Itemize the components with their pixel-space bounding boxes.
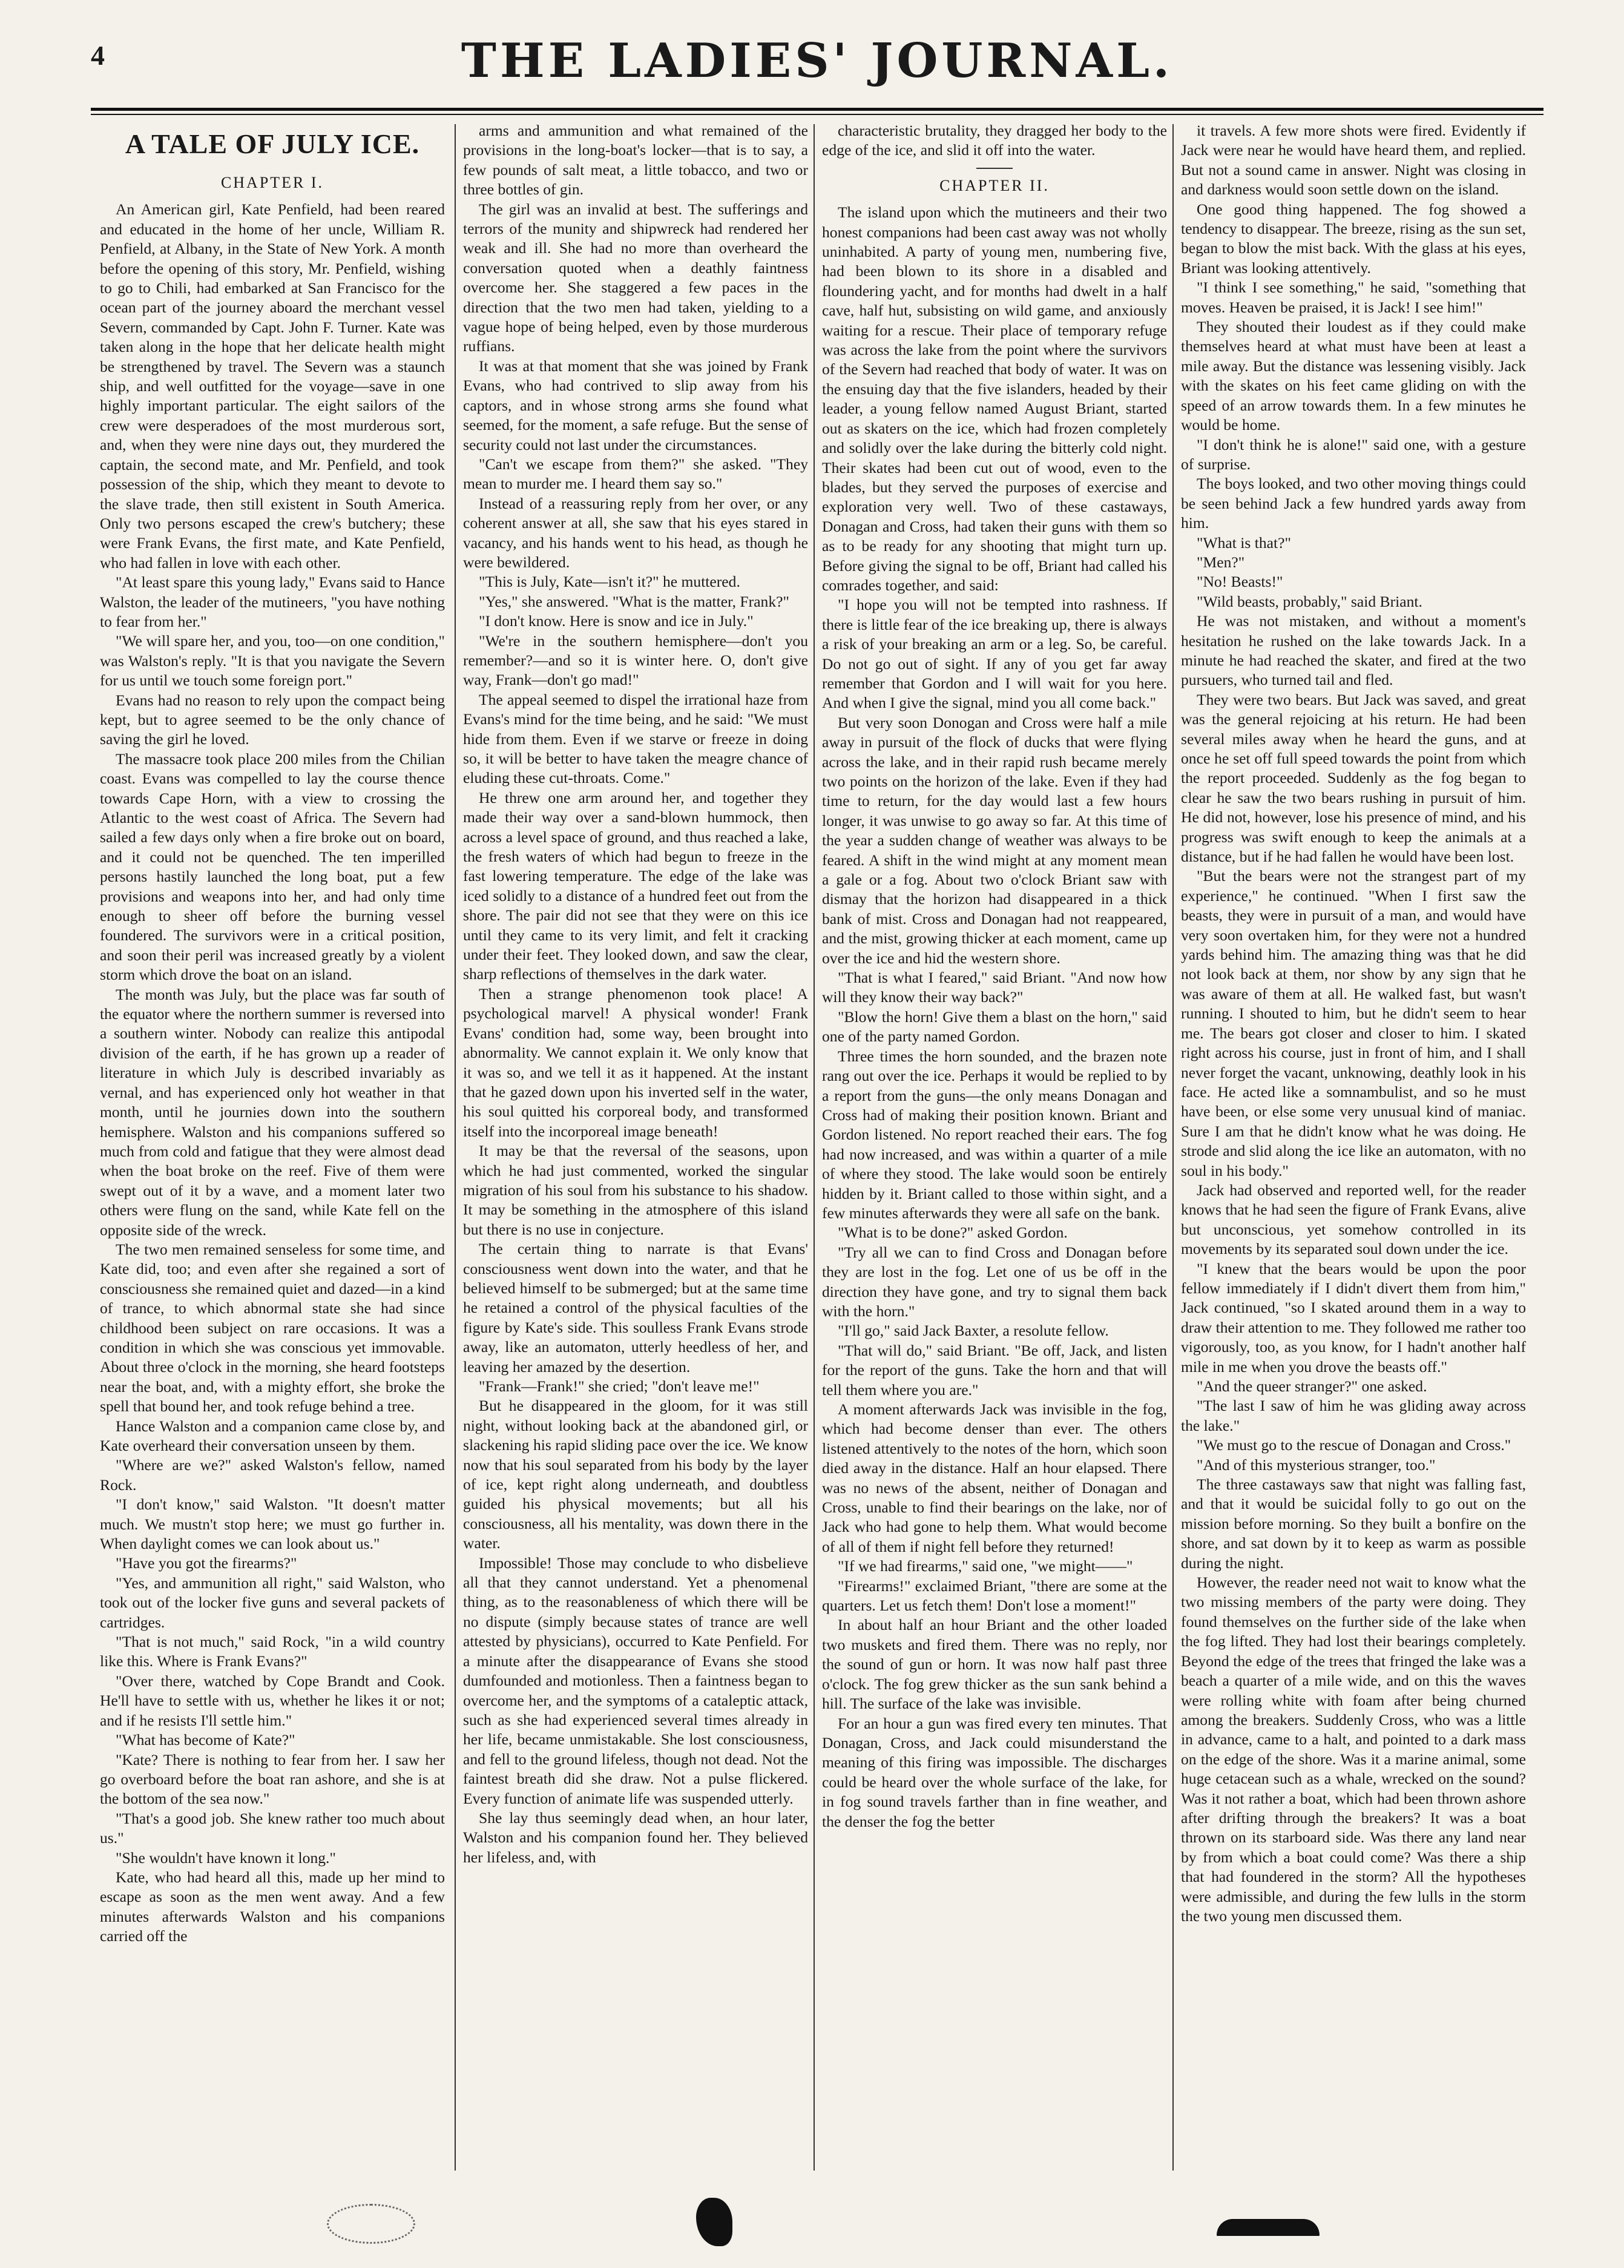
paragraph: "This is July, Kate—isn't it?" he muttered.	[479, 573, 740, 591]
ink-blot	[696, 2198, 732, 2246]
paragraph: "I'll go," said Jack Baxter, a resolute fellow.	[838, 1322, 1109, 1340]
paragraph: "Where are we?" asked Walston's fellow, named Rock.	[100, 1456, 445, 1494]
paragraph: "What has become of Kate?"	[116, 1731, 295, 1749]
paragraph: One good thing happened. The fog showed a tendency to disappear. The breeze, rising as the sun set, began to blow the mist back. With the glass at his eyes, Briant was looking attentively.	[1181, 200, 1526, 277]
column-body	[822, 203, 1167, 1831]
paragraph: "And of this mysterious stranger, too."	[1197, 1455, 1436, 1474]
column-body	[463, 121, 808, 1867]
paragraph: arms and ammunition and what remained of the provisions in the long-boat's locker—that is to say, a few pounds of salt meat, a little tobacco, and two or three bottles of gin.	[463, 122, 808, 199]
paragraph: The certain thing to narrate is that Evans' consciousness went down into the water, and that he believed himself to be submerged; but at the same time he retained a control of the physical faculties of the figure by Kate's side. This soulless Frank Evans strode away, like an automaton, utterly heedless of her, and leaving her amazed by the desertion.	[463, 1240, 808, 1376]
column-body	[100, 200, 445, 1946]
paragraph: Jack had observed and reported well, for the reader knows that he had seen the figure of Frank Evans, alive but unconscious, yet somehow controlled in its movements by its separated soul down under the ice.	[1181, 1181, 1526, 1258]
paragraph: "What is that?"	[1197, 533, 1291, 552]
paragraph: "What is to be done?" asked Gordon.	[838, 1224, 1068, 1242]
paragraph: Kate, who had heard all this, made up her mind to escape as soon as the men went away. And a few minutes afterwards Walston and his companions carried off the	[100, 1868, 445, 1945]
paragraph: "I hope you will not be tempted into rashness. If there is little fear of the ice breaking up, there is always a risk of your breaking an arm or a leg. So, be careful. Do not go out of sight. If any of you get far away remember that Gordon and I will wait for you here. And when I give the signal, mind you all come back."	[822, 596, 1167, 712]
paragraph: The three castaways saw that night was falling fast, and that it would be suicidal folly to go out on the mission before morning. So they built a bonfire on the shore, and sat down by it to keep as warm as possible during the night.	[1181, 1475, 1526, 1572]
paragraph: "The last I saw of him he was gliding away across the lake."	[1181, 1397, 1526, 1434]
column-4	[1181, 121, 1526, 2174]
paragraph: "That's a good job. She knew rather too much about us."	[100, 1809, 445, 1847]
paragraph: "Over there, watched by Cope Brandt and Cook. He'll have to settle with us, whether he likes it or not; and if he resists I'll settle him."	[100, 1672, 445, 1729]
paragraph: However, the reader need not wait to know what the two missing members of the party were doing. They found themselves on the further side of the lake when the fog lifted. They had lost their bearings completely. Beyond the edge of the trees that fringed the lake was a beach a quarter of a mile wide, and on this the waves were rolling white with foam after being churned among the breakers. Suddenly Cross, who was a little in advance, came to a halt, and pointed to a dark mass on the edge of the shore. Was it a marine animal, some huge cetacean such as a whale, wrecked on the sound? Was it not rather a boat, which had been thrown ashore after drifting through the breakers? It was a boat thrown on its starboard side. Was there any land near by from which a boat could come? Was there a ship that had foundered in the storm? All the hypotheses were admissible, and during the few lulls in the storm the two young men discussed them.	[1181, 1574, 1526, 1925]
paragraph: The boys looked, and two other moving things could be seen behind Jack a few hundred yards away from him.	[1181, 475, 1526, 532]
paragraph: The massacre took place 200 miles from the Chilian coast. Evans was compelled to lay the course thence towards Cape Horn, with a view to crossing the Atlantic to the west coast of Africa. The Severn had sailed a few days only when a fire broke out on board, and it could not be quenched. The ten imperilled persons hastily launched the long boat, put a few provisions and weapons into her, and had only time enough to sheer off before the burning vessel foundered. The survivors were in a critical position, and soon their peril was increased greatly by a violent storm which drove the boat on an island.	[100, 750, 445, 984]
paragraph: The island upon which the mutineers and their two honest companions had been cast away was not wholly uninhabited. A party of young men, numbering five, had been blown to its shore in a disabled and floundering yacht, and for months had dwelt in a half cave, half hut, subsisting on wild game, and anxiously waiting for a rescue. Their place of temporary refuge was across the lake from the point where the survivors of the Severn had reached that body of water. It was on the ensuing day that the five islanders, headed by their leader, a young fellow named August Briant, started out as skaters on the ice, which had frozen completely and solidly over the lake during the bitterly cold night. Their skates had been cut out of wood, even to the blades, but they served the purposes of exercise and exploration very well. Two of these castaways, Donagan and Cross, had taken their guns with them so as to be ready for any shooting that might turn up. Before giving the signal to be off, Briant had called his comrades together, and said:	[822, 203, 1167, 594]
paragraph: The girl was an invalid at best. The sufferings and terrors of the munity and shipwreck had rendered her weak and ill. She had no more than overheard the conversation quoted when a deathly faintness overcome her. She staggered a few paces in the direction that the two men had taken, yielding to a vague hope of being helped, even by those murderous ruffians.	[463, 200, 808, 355]
paragraph: The two men remained senseless for some time, and Kate did, too; and even after she regained a sort of consciousness she remained quiet and dazed—in a kind of trance, to which abnormal state she had since childhood been subject on rare occasions. It was a condition in which she was conscious yet immovable. About three o'clock in the morning, she heard footsteps near the boat, and, with a mighty effort, she broke the spell that bound her, and took refuge behind a tree.	[100, 1240, 445, 1416]
paragraph: They were two bears. But Jack was saved, and great was the general rejoicing at his return. He had been several miles away when he heard the guns, and at once he set off full speed towards the point from which the report proceeded. Suddenly as the fog began to clear he saw the two bears rushing in pursuit of him. He did not, however, lose his presence of mind, and his progress was swift enough to keep the animals at a distance, but if he had fallen he would have been lost.	[1181, 690, 1526, 866]
column-1	[100, 121, 445, 2174]
column-divider	[455, 124, 456, 2171]
paragraph: "Can't we escape from them?" she asked. "They mean to murder me. I heard them say so."	[463, 455, 808, 493]
paragraph: "We're in the southern hemisphere—don't you remember?—and so it is winter here. O, don't give way, Frank—don't go mad!"	[463, 631, 808, 689]
column-body	[1181, 121, 1526, 1926]
paragraph: "Yes, and ammunition all right," said Walston, who took out of the locker five guns and several packets of cartridges.	[100, 1574, 445, 1631]
paragraph: Hance Walston and a companion came close by, and Kate overheard their conversation unseen by them.	[100, 1417, 445, 1454]
paragraph: An American girl, Kate Penfield, had been reared and educated in the home of her uncle, William R. Penfield, at Albany, in the State of New York. A month before the opening of this story, Mr. Penfield, wishing to go to Chili, had embarked at San Francisco for the ocean part of the journey aboard the merchant vessel Severn, commanded by Capt. John F. Turner. Kate was taken along in the hope that her delicate health might be strengthened by travel. The Severn was a staunch ship, and well outfitted for the voyage—save in one highly important particular. The eight sailors of the crew were desperadoes of the most murderous sort, and, when they were nine days out, they murdered the captain, the second mate, and Mr. Penfield, and took possession of the ship, which they meant to devote to the slave trade, then still existent in South America. Only two persons escaped the crew's butchery; these were Frank Evans, the first mate, and Kate Penfield, who had fallen in love with each other.	[100, 200, 445, 572]
column-divider	[814, 124, 815, 2171]
paragraph: In about half an hour Briant and the other loaded two muskets and fired them. There was no reply, nor the sound of gun or horn. It was now half past three o'clock. The fog grew thicker as the sun sank behind a hill. The surface of the lake was invisible.	[822, 1616, 1167, 1713]
paragraph: "Firearms!" exclaimed Briant, "there are some at the quarters. Let us fetch them! Don't lose a moment!"	[822, 1577, 1167, 1615]
paragraph: "She wouldn't have known it long."	[116, 1848, 336, 1867]
paragraph: The month was July, but the place was far south of the equator where the northern summer is reversed into a southern winter. Nobody can realize this antipodal division of the earth, if he has grown up a reader of literature in which July is described invariably as vernal, and has experienced only hot weather in that month, until he journies down into the southern hemisphere. Walston and his companions suffered so much from cold and fatigue that they were almost dead when the boat broke on the reef. Five of them were swept out of it by a wave, and a moment later two others were flung on the sand, while Kate fell on the opposite side of the wreck.	[100, 985, 445, 1239]
masthead-rule-thin	[91, 114, 1543, 115]
paragraph: She lay thus seemingly dead when, an hour later, Walston and his companion found her. They believed her lifeless, and, with	[463, 1808, 808, 1866]
paragraph: "I think I see something," he said, "something that moves. Heaven be praised, it is Jack! I see him!"	[1181, 279, 1526, 316]
paragraph: "No! Beasts!"	[1197, 573, 1283, 591]
paragraph: "At least spare this young lady," Evans said to Hance Walston, the leader of the mutineers, "you have nothing to fear from her."	[100, 573, 445, 630]
paragraph: "Wild beasts, probably," said Briant.	[1197, 592, 1422, 610]
paragraph: The appeal seemed to dispel the irrational haze from Evans's mind for the time being, and he said: "We must hide from them. Even if we starve or freeze in doing so, it will be better to have taken the meagre chance of eluding these cut-throats. Come."	[463, 690, 808, 787]
paragraph: "I don't think he is alone!" said one, with a gesture of surprise.	[1181, 435, 1526, 473]
paragraph: it travels. A few more shots were fired. Evidently if Jack were near he would have heard them, and replied. But not a sound came in answer. Night was closing in and darkness would soon settle down on the island.	[1181, 122, 1526, 199]
section-divider	[976, 168, 1013, 169]
paragraph: But he disappeared in the gloom, for it was still night, without looking back at the abandoned girl, or slackening his rapid sliding pace over the ice. We know now that his soul separated from his body by the layer of ice, kept right along underneath, and doubtless guided his physical movements; but all his consciousness, all his mentality, was down there in the water.	[463, 1397, 808, 1552]
paragraph: "But the bears were not the strangest part of my experience," he continued. "When I first saw the beasts, they were in pursuit of a man, and would have very soon overtaken him, for they were not a hundred yards behind him. The amazing thing was that he did not look back at them, nor show by any sign that he was aware of them at all. He walked fast, but wasn't running. I shouted to him, but he didn't seem to hear me. The bears got closer and closer to him. I skated right across his course, just in front of him, and I shall never forget the vacant, unknowing, deathly look in his face. He acted like a somnambulist, and so he must have been, or else some very unusual kind of maniac. Sure I am that he didn't know what he was doing. He strode and slid along the ice like an automaton, with no soul in his body."	[1181, 867, 1526, 1179]
paragraph: He was not mistaken, and without a moment's hesitation he rushed on the lake towards Jack. In a minute he had reached the skater, and fired at the two pursuers, who turned tail and fled.	[1181, 612, 1526, 689]
paragraph: They shouted their loudest as if they could make themselves heard at what must have been at least a mile away. But the distance was lessening visibly. Jack with the skates on his feet came gliding on with the speed of an arrow towards them. In a few minutes he would be home.	[1181, 318, 1526, 434]
paragraph: "We must go to the rescue of Donagan and Cross."	[1197, 1436, 1511, 1454]
paragraph: But very soon Donogan and Cross were half a mile away in pursuit of the flock of ducks that were flying across the lake, and in their rapid rush became merely two points on the horizon of the lake. Even if they had time to return, for the day would last a few hours longer, it was unwise to go away so far. At this time of the year a sudden change of weather was always to be feared. A shift in the wind might at any moment mean a gale or a fog. About two o'clock Briant saw with dismay that the horizon had disappeared in a thick bank of mist. Cross and Donagan had not reappeared, and the mist, growing thicker at each moment, came up over the ice and hid the western shore.	[822, 713, 1167, 967]
paragraph: "That will do," said Briant. "Be off, Jack, and listen for the report of the guns. Take the horn and that will tell them where you are."	[822, 1341, 1167, 1399]
paragraph: It was at that moment that she was joined by Frank Evans, who had contrived to slip away from his captors, and in whose strong arms she found what seemed, for the moment, a safe refuge. But the sense of security could not last under the circumstances.	[463, 357, 808, 453]
story-headline: A TALE OF JULY ICE.	[125, 128, 420, 159]
paragraph: Three times the horn sounded, and the brazen note rang out over the ice. Perhaps it would be replied to by a report from the guns—the only means Donagan and Cross had of making their position known. Briant and Gordon listened. No report reached their ears. The fog had now increased, and was within a quarter of a mile of where they stood. The lake would soon be entirely hidden by it. Briant called to those within sight, and a few minutes afterwards they were all safe on the bank.	[822, 1047, 1167, 1222]
paragraph: "That is what I feared," said Briant. "And now how will they know their way back?"	[822, 969, 1167, 1006]
paragraph: Instead of a reassuring reply from her over, or any coherent answer at all, she saw that his eyes stared in vacancy, and his hands went to his head, as though he were bewildered.	[463, 494, 808, 571]
column-divider	[1172, 124, 1174, 2171]
paragraph: "Try all we can to find Cross and Donagan before they are lost in the fog. Let one of us be off in the direction they have gone, and try to signal them back with the horn."	[822, 1243, 1167, 1320]
journal-title: THE LADIES' JOURNAL.	[461, 33, 1174, 88]
paragraph: He threw one arm around her, and together they made their way over a sand-blown hummock, then across a level space of ground, and thus reached a lake, the fresh waters of which had begun to freeze in the fast lowering temperature. The edge of the lake was iced solidly to a distance of a hundred feet out from the shore. The pair did not see that they were on this ice until they came to its very limit, and felt it cracking under their feet. They looked down, and saw the clear, sharp reflections of themselves in the dark water.	[463, 788, 808, 983]
masthead	[91, 33, 1543, 100]
print-smudge	[327, 2204, 415, 2244]
paragraph: "And the queer stranger?" one asked.	[1197, 1377, 1427, 1395]
paragraph: "Blow the horn! Give them a blast on the horn," said one of the party named Gordon.	[822, 1007, 1167, 1046]
paragraph: "Men?"	[1197, 553, 1245, 571]
paragraph: "If we had firearms," said one, "we might——"	[838, 1557, 1133, 1575]
paragraph: "Yes," she answered. "What is the matter, Frank?"	[479, 592, 789, 610]
chapter-heading: CHAPTER II.	[939, 176, 1050, 194]
paragraph: A moment afterwards Jack was invisible in the fog, which had become denser than ever. The others listened attentively to the notes of the horn, which soon died away in the distance. Half an hour elapsed. There was no news of the absent, neither of Donagan and Cross, unable to find their bearings on the lake, nor of Jack who had gone to help them. What would become of all of them if night fell before they returned!	[822, 1400, 1167, 1555]
paragraph: "Kate? There is nothing to fear from her. I saw her go overboard before the boat ran ashore, and she is at the bottom of the sea now."	[100, 1750, 445, 1808]
paragraph: "Have you got the firearms?"	[116, 1554, 297, 1572]
masthead-rule-thick	[91, 108, 1543, 111]
paragraph: "Frank—Frank!" she cried; "don't leave me!"	[479, 1377, 760, 1395]
column-2	[463, 121, 808, 2174]
paragraph: It may be that the reversal of the seasons, upon which he had just commented, worked the singular migration of his soul from his substance to his shadow. It may be something in the atmosphere of this island but there is no use in conjecture.	[463, 1142, 808, 1238]
paragraph: For an hour a gun was fired every ten minutes. That Donagan, Cross, and Jack could misunderstand the meaning of this firing was impossible. The discharges could be heard over the whole surface of the lake, for in fog sound travels farther than in fine weather, and the denser the fog the better	[822, 1714, 1167, 1830]
paragraph: "I don't know. Here is snow and ice in July."	[479, 612, 754, 630]
column-3	[822, 121, 1167, 2174]
paragraph: Impossible! Those may conclude to who disbelieve all that they cannot understand. Yet a phenomenal thing, as to the reasonableness of which there will be no dispute (simply because states of trance are well attested by physicians), occurred to Kate Penfield. For a minute after the disappearance of Evans she stood dumfounded and motionless. Then a faintness began to overcome her, and the symptoms of a cataleptic attack, such as she had experienced several times already in her life, became unmistakable. She lost consciousness, and fell to the ground lifeless, though not dead. Not the faintest breath did she draw. Not a pulse flickered. Every function of animate life was suspended utterly.	[463, 1554, 808, 1807]
paragraph: Evans had no reason to rely upon the compact being kept, but to agree seemed to be the only chance of saving the girl he loved.	[100, 691, 445, 748]
paragraph: "I knew that the bears would be upon the poor fellow immediately if I didn't divert them from him," Jack continued, "so I skated around them in a way to draw their attention to me. They followed me rather too vigorously, too, as you know, for I hadn't another half mile in me when you drove the beasts off."	[1181, 1259, 1526, 1376]
paragraph: "That is not much," said Rock, "in a wild country like this. Where is Frank Evans?"	[100, 1633, 445, 1670]
column-body-lead	[822, 121, 1167, 160]
paragraph: Then a strange phenomenon took place! A psychological marvel! A physical wonder! Frank Evans' condition had, some way, been brought into abnormality. We cannot explain it. We only know that it was so, and we tell it as it happened. At the instant that he gazed down upon his inverted self in the water, his soul quitted his corporeal body, and transformed itself into the incorporeal image beneath!	[463, 984, 808, 1140]
chapter-heading: CHAPTER I.	[220, 174, 324, 191]
ink-blot	[1217, 2219, 1320, 2236]
paragraph: characteristic brutality, they dragged her body to the edge of the ice, and slid it off into the water.	[822, 122, 1167, 159]
page-number: 4	[91, 40, 105, 71]
paragraph: "I don't know," said Walston. "It doesn't matter much. We mustn't stop here; we must go further in. When daylight comes we can look about us."	[100, 1495, 445, 1553]
paragraph: "We will spare her, and you, too—on one condition," was Walston's reply. "It is that you navigate the Severn for us until we touch some foreign port."	[100, 632, 445, 690]
